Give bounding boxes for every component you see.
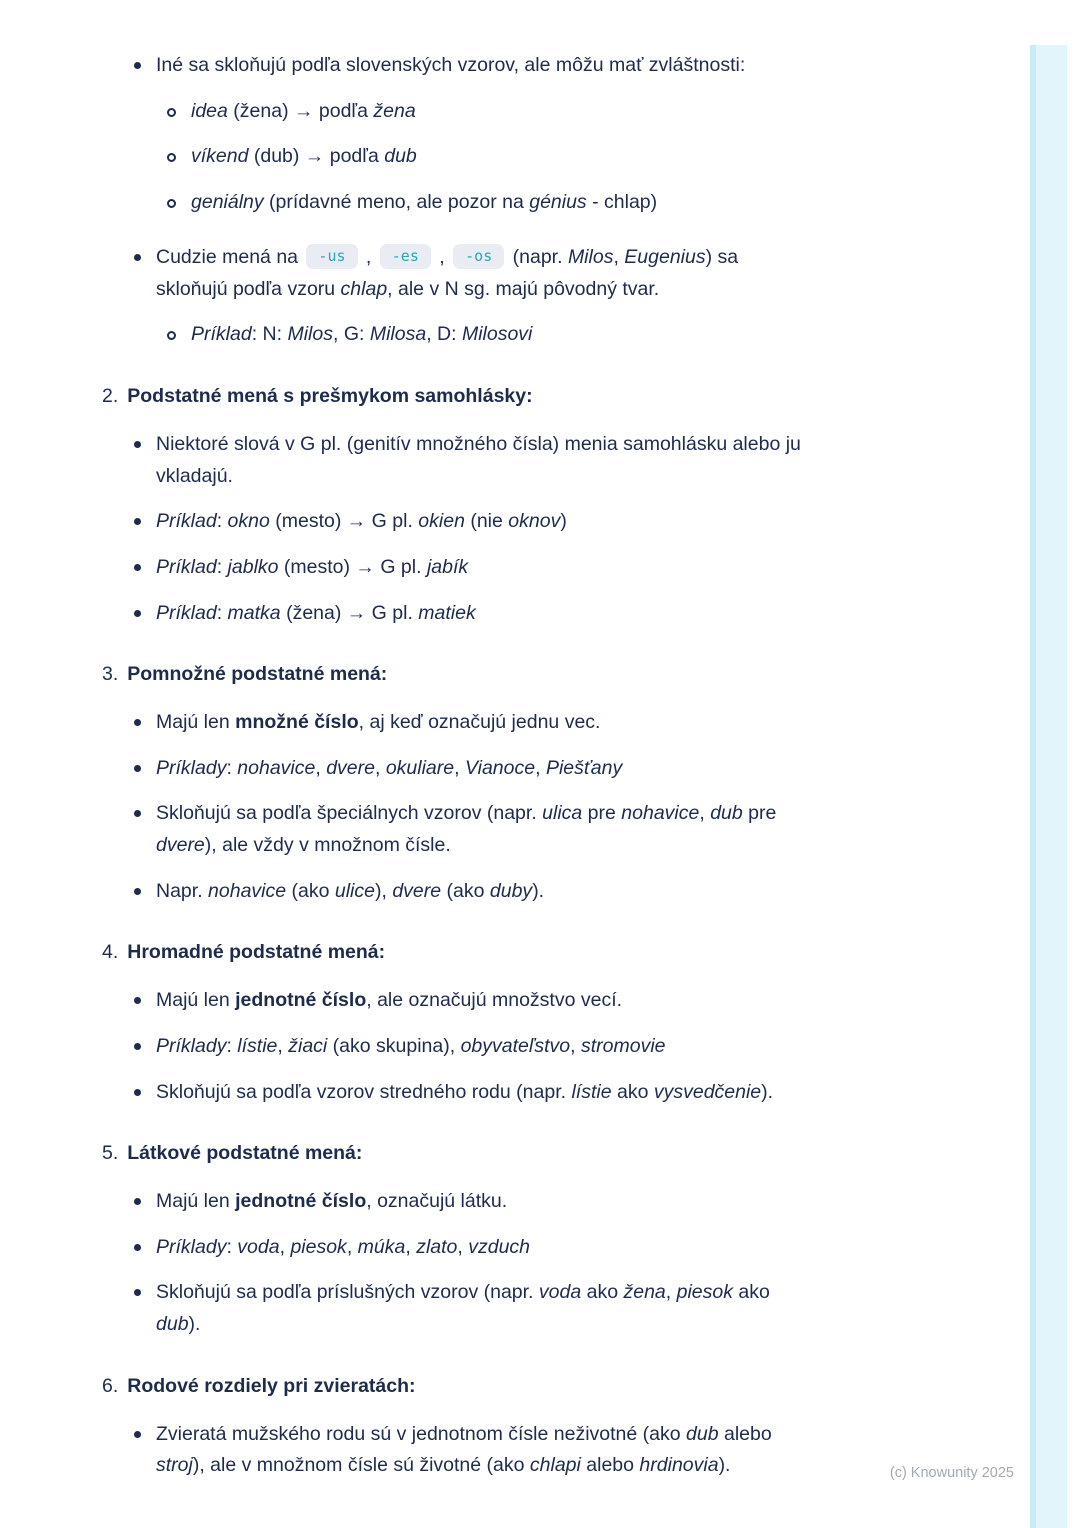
list-item [167, 187, 1080, 219]
bullet-icon [134, 1089, 141, 1096]
text-segment: , [433, 246, 451, 269]
text-segment: (mesto) → G pl. [269, 510, 419, 533]
text-segment: ), ale vždy v množnom čísle. [204, 834, 451, 857]
text-segment: okuliare [385, 756, 455, 779]
list-item [134, 876, 1080, 908]
list-item-text [191, 141, 417, 173]
text-segment: Príklady [156, 1235, 227, 1258]
bullet-icon [134, 441, 141, 448]
text-segment: Zvieratá mužského rodu sú v jednotnom čísle neživotné (ako [156, 1422, 687, 1445]
list-item-text [191, 319, 532, 351]
list-item [134, 552, 1080, 584]
text-segment: Vianoce [464, 756, 536, 779]
list-item-text [156, 1419, 811, 1482]
bullet-icon [134, 62, 141, 69]
numbered-heading [102, 659, 1080, 690]
text-segment: ). [761, 1080, 774, 1103]
text-segment: génius [529, 190, 587, 213]
text-segment: nohavice [208, 879, 287, 902]
text-segment: , [279, 1235, 291, 1258]
text-segment: Majú len [156, 711, 236, 734]
text-segment: : [226, 756, 238, 779]
text-segment: Milos [567, 246, 614, 269]
accent-stripe [1030, 45, 1067, 1528]
list-item-text [191, 187, 657, 219]
text-segment: , D: [426, 323, 462, 346]
text-segment: stroj [156, 1454, 193, 1477]
text-segment: (ako [441, 879, 490, 902]
section-heading-text: Látkové podstatné mená: [127, 1142, 363, 1165]
list-item-text [156, 985, 622, 1017]
text-segment: okno [227, 510, 270, 533]
text-segment: obyvateľstvo [460, 1034, 571, 1057]
bullet-icon [167, 108, 176, 117]
text-segment: , [535, 756, 546, 779]
blocks [0, 50, 1080, 1482]
text-segment: pre [742, 802, 777, 825]
text-segment: Príklady [156, 756, 227, 779]
text-segment: Cudzie mená na [156, 246, 304, 269]
text-segment: dub [384, 145, 417, 168]
bullet-icon [134, 1244, 141, 1251]
section-number: 3. [102, 663, 119, 686]
bullet-icon [167, 153, 176, 162]
text-segment: duby [489, 879, 533, 902]
list-item-text [156, 707, 600, 739]
text-segment: ). [532, 879, 545, 902]
text-segment: Príklady [156, 1034, 227, 1057]
text-segment: dvere [156, 834, 205, 857]
section-number: 6. [102, 1374, 119, 1397]
text-segment: alebo [580, 1454, 640, 1477]
text-segment: , [405, 1235, 417, 1258]
text-segment: , [613, 246, 625, 269]
list-item [134, 1232, 1080, 1264]
list-item-text [156, 242, 811, 305]
text-segment: jednotné číslo [235, 989, 367, 1012]
numbered-heading [102, 1371, 1080, 1402]
bullet-icon [134, 1289, 141, 1296]
list-item [134, 1277, 1080, 1340]
list-item [134, 429, 1080, 492]
list-item [134, 1031, 1080, 1063]
bullet-icon [134, 1043, 141, 1050]
text-segment: Príklad [156, 555, 217, 578]
bullet-icon [134, 1431, 141, 1438]
list-item-text [156, 798, 811, 861]
bullet-icon [134, 997, 141, 1004]
text-segment: Majú len [156, 989, 236, 1012]
text-segment: ), ale v množnom čísle sú životné (ako [192, 1454, 530, 1477]
bullet-icon [134, 1198, 141, 1205]
text-segment: ako [611, 1080, 654, 1103]
list-item [134, 598, 1080, 630]
list-item [134, 798, 1080, 861]
section-heading-text: Pomnožné podstatné mená: [127, 663, 388, 686]
list-item-text [156, 1077, 773, 1109]
text-segment: lístie [237, 1034, 278, 1057]
text-segment: žiaci [288, 1034, 328, 1057]
list-item [134, 506, 1080, 538]
list-item [167, 96, 1080, 128]
text-segment: hrdinovia [639, 1454, 719, 1477]
suffix-chip: -es [380, 244, 431, 269]
text-segment: zlato [416, 1235, 458, 1258]
text-segment: voda [538, 1281, 582, 1304]
text-segment: Príklad [156, 510, 217, 533]
text-segment: : [226, 1235, 238, 1258]
text-segment: , ale v N sg. majú pôvodný tvar. [387, 277, 660, 300]
list-item [134, 1186, 1080, 1218]
text-segment: Milosovi [461, 323, 533, 346]
text-segment: (mesto) → G pl. [278, 555, 427, 578]
text-segment: , [699, 802, 711, 825]
text-segment: : [216, 555, 228, 578]
list-item [134, 753, 1080, 785]
list-item [167, 319, 1080, 351]
list-item [134, 242, 1080, 305]
text-segment: oknov [508, 510, 561, 533]
bullet-icon [134, 518, 141, 525]
text-segment: piesok [290, 1235, 347, 1258]
text-segment: dvere [392, 879, 442, 902]
text-segment: matiek [418, 601, 476, 624]
text-segment: množné číslo [235, 711, 359, 734]
text-segment: jablko [227, 555, 279, 578]
text-segment: : N: [251, 323, 288, 346]
text-segment: Eugenius [624, 246, 706, 269]
text-segment: (žena) → podľa [227, 99, 374, 122]
text-segment: (napr. [507, 246, 568, 269]
text-segment: nohavice [237, 756, 316, 779]
text-segment: : [216, 601, 228, 624]
bullet-icon [134, 719, 141, 726]
bullet-icon [134, 564, 141, 571]
text-segment: , [277, 1034, 289, 1057]
text-segment: , označujú látku. [366, 1190, 508, 1213]
text-segment: dvere [326, 756, 375, 779]
text-segment: Iné sa skloňujú podľa slovenských vzorov, ale môžu mať zvláštnosti: [156, 54, 746, 76]
text-segment: chlapi [529, 1454, 581, 1477]
numbered-heading [102, 937, 1080, 968]
list-item-text [156, 1232, 530, 1264]
text-segment: alebo [718, 1422, 772, 1445]
text-segment: : [226, 1034, 238, 1057]
list-item-text [156, 1277, 811, 1340]
bullet-icon [134, 765, 141, 772]
text-segment: žena [623, 1281, 666, 1304]
list-item-text [156, 598, 476, 630]
text-segment: ako [581, 1281, 624, 1304]
text-segment: , [360, 246, 377, 269]
section-number: 4. [102, 941, 119, 964]
text-segment: , [454, 756, 465, 779]
text-segment: Skloňujú sa podľa špeciálnych vzorov (napr. [156, 802, 543, 825]
list-item-text [156, 1186, 507, 1218]
bullet-icon [167, 199, 176, 208]
list-item-text [156, 429, 811, 492]
text-segment: (žena) → G pl. [280, 601, 419, 624]
text-segment: vysvedčenie [653, 1080, 762, 1103]
text-segment: Milos [287, 323, 333, 346]
text-segment: , [374, 756, 386, 779]
numbered-heading [102, 1138, 1080, 1169]
list-item-text [156, 552, 468, 584]
text-segment: (ako [286, 879, 335, 902]
list-item [134, 707, 1080, 739]
text-segment: (prídavné meno, ale pozor na [263, 190, 530, 213]
numbered-heading [102, 381, 1080, 412]
text-segment: Napr. [156, 879, 209, 902]
suffix-chip: -us [306, 244, 357, 269]
list-item-text [156, 753, 622, 785]
text-segment: , [315, 756, 327, 779]
text-segment: Príklad [156, 601, 217, 624]
text-segment: (nie [464, 510, 509, 533]
text-segment: stromovie [580, 1034, 666, 1057]
text-segment: ). [188, 1313, 201, 1336]
text-segment: geniálny [191, 190, 264, 213]
list-item-text [156, 1031, 666, 1063]
list-item-text [156, 50, 745, 82]
text-segment: ). [718, 1454, 731, 1477]
text-segment: okien [418, 510, 465, 533]
text-segment: ) sa skloňujú podľa vzoru [156, 246, 739, 300]
text-segment: idea [191, 99, 228, 122]
text-segment: ), [374, 879, 393, 902]
text-segment: Niektoré slová v G pl. (genitív množného čísla) menia samohlásku alebo ju vkladajú. [156, 433, 801, 487]
section-number: 2. [102, 385, 119, 408]
list-item [134, 50, 1080, 82]
text-segment: (ako skupina), [327, 1034, 461, 1057]
list-item [167, 141, 1080, 173]
section-heading-text: Podstatné mená s prešmykom samohlásky: [127, 385, 533, 408]
text-segment: ulice [334, 879, 375, 902]
text-segment: vzduch [468, 1235, 531, 1258]
list-item [134, 1077, 1080, 1109]
section-number: 5. [102, 1142, 119, 1165]
text-segment: , ale označujú množstvo vecí. [366, 989, 623, 1012]
text-segment: ) [560, 510, 567, 533]
text-segment: dub [156, 1313, 189, 1336]
footer-credit: (c) Knowunity 2025 [889, 1465, 1014, 1481]
text-segment: , [570, 1034, 581, 1057]
text-segment: voda [237, 1235, 280, 1258]
text-segment: , G: [332, 323, 370, 346]
text-segment: lístie [571, 1080, 612, 1103]
text-segment: ulica [542, 802, 583, 825]
list-item-text [191, 96, 416, 128]
bullet-icon [134, 888, 141, 895]
bullet-icon [134, 254, 141, 261]
text-segment: pre [582, 802, 622, 825]
text-segment: Piešťany [545, 756, 623, 779]
bullet-icon [134, 610, 141, 617]
text-segment: Majú len [156, 1190, 236, 1213]
bullet-icon [167, 331, 176, 340]
text-segment: (dub) → podľa [248, 145, 385, 168]
text-segment: víkend [191, 145, 249, 168]
text-segment: dub [686, 1422, 719, 1445]
section-heading-text: Rodové rozdiely pri zvieratách: [127, 1374, 416, 1397]
text-segment: : [216, 510, 228, 533]
text-segment: jednotné číslo [235, 1190, 367, 1213]
text-segment: , [346, 1235, 358, 1258]
section-heading-text: Hromadné podstatné mená: [127, 941, 386, 964]
text-segment: Skloňujú sa podľa príslušných vzorov (napr. [156, 1281, 539, 1304]
text-segment: - chlap) [586, 190, 658, 213]
list-item-text [156, 876, 544, 908]
list-item [134, 985, 1080, 1017]
text-segment: nohavice [621, 802, 700, 825]
suffix-chip: -os [453, 244, 504, 269]
text-segment: Milosa [369, 323, 427, 346]
text-segment: , aj keď označujú jednu vec. [358, 711, 601, 734]
text-segment: Príklad [191, 323, 252, 346]
text-segment: matka [227, 601, 281, 624]
text-segment: , [457, 1235, 469, 1258]
text-segment: piesok [676, 1281, 733, 1304]
text-segment: , [665, 1281, 677, 1304]
text-segment: chlap [340, 277, 388, 300]
text-segment: dub [710, 802, 743, 825]
text-segment: múka [357, 1235, 406, 1258]
text-segment: žena [373, 99, 416, 122]
text-segment: jabík [426, 555, 469, 578]
text-segment: ako [732, 1281, 770, 1304]
bullet-icon [134, 810, 141, 817]
text-segment: Skloňujú sa podľa vzorov stredného rodu (napr. [156, 1080, 572, 1103]
list-item-text [156, 506, 567, 538]
